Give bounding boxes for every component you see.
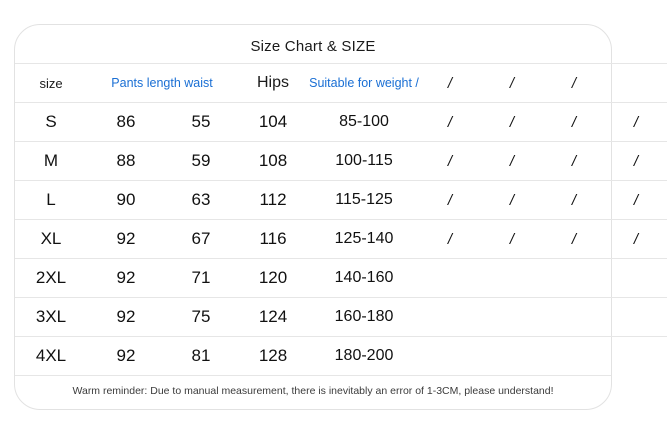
cell-size: 2XL [15, 259, 87, 298]
size-chart-card [14, 24, 639, 410]
cell-waist: 55 [165, 103, 237, 142]
cell-extra-4 [605, 259, 667, 298]
cell-pants-length: 92 [87, 337, 165, 376]
cell-extra-3: / [543, 181, 605, 220]
column-header-slash-1: / [419, 64, 481, 103]
table-row [15, 142, 667, 181]
cell-extra-3: / [543, 220, 605, 259]
cell-size: S [15, 103, 87, 142]
cell-hips: 116 [237, 220, 309, 259]
column-header-spacer [605, 64, 667, 103]
column-header-suitable-weight: Suitable for weight / [309, 64, 419, 103]
cell-extra-4 [605, 298, 667, 337]
cell-weight: 160-180 [309, 298, 419, 337]
cell-hips: 124 [237, 298, 309, 337]
cell-extra-4: / [605, 142, 667, 181]
cell-extra-4: / [605, 220, 667, 259]
cell-extra-2: / [481, 142, 543, 181]
size-chart-table [15, 63, 667, 375]
cell-extra-2: / [481, 220, 543, 259]
cell-extra-1: / [419, 142, 481, 181]
cell-waist: 71 [165, 259, 237, 298]
cell-pants-length: 90 [87, 181, 165, 220]
table-row [15, 337, 667, 376]
cell-extra-4 [605, 337, 667, 376]
cell-extra-4: / [605, 181, 667, 220]
cell-weight: 125-140 [309, 220, 419, 259]
column-header-hips: Hips [237, 64, 309, 103]
cell-hips: 108 [237, 142, 309, 181]
cell-extra-2 [481, 259, 543, 298]
cell-waist: 59 [165, 142, 237, 181]
cell-extra-1: / [419, 103, 481, 142]
column-header-slash-2: / [481, 64, 543, 103]
cell-extra-1 [419, 298, 481, 337]
column-header-size: size [15, 64, 87, 103]
table-header-row [15, 64, 667, 103]
cell-weight: 115-125 [309, 181, 419, 220]
cell-extra-1: / [419, 181, 481, 220]
cell-hips: 120 [237, 259, 309, 298]
cell-size: XL [15, 220, 87, 259]
cell-weight: 140-160 [309, 259, 419, 298]
page-title: Size Chart & SIZE [250, 38, 376, 55]
cell-pants-length: 86 [87, 103, 165, 142]
cell-size: L [15, 181, 87, 220]
column-header-pants-length-waist: Pants length waist [87, 64, 237, 103]
cell-size: 3XL [15, 298, 87, 337]
cell-extra-1 [419, 337, 481, 376]
cell-hips: 112 [237, 181, 309, 220]
cell-extra-1 [419, 259, 481, 298]
cell-pants-length: 92 [87, 259, 165, 298]
table-row [15, 220, 667, 259]
cell-extra-3 [543, 298, 605, 337]
footer-note: Warm reminder: Due to manual measurement, there is inevitably an error of 1-3CM, please understand! [15, 375, 611, 397]
cell-weight: 180-200 [309, 337, 419, 376]
table-row [15, 103, 667, 142]
cell-size: M [15, 142, 87, 181]
cell-weight: 85-100 [309, 103, 419, 142]
cell-waist: 75 [165, 298, 237, 337]
cell-pants-length: 92 [87, 298, 165, 337]
cell-pants-length: 92 [87, 220, 165, 259]
cell-extra-2: / [481, 181, 543, 220]
cell-waist: 81 [165, 337, 237, 376]
cell-size: 4XL [15, 337, 87, 376]
cell-extra-2 [481, 337, 543, 376]
table-row [15, 181, 667, 220]
cell-hips: 128 [237, 337, 309, 376]
cell-extra-3 [543, 337, 605, 376]
cell-extra-3: / [543, 142, 605, 181]
cell-extra-1: / [419, 220, 481, 259]
table-body [15, 103, 667, 376]
cell-waist: 63 [165, 181, 237, 220]
cell-extra-3: / [543, 103, 605, 142]
table-row [15, 259, 667, 298]
cell-hips: 104 [237, 103, 309, 142]
cell-pants-length: 88 [87, 142, 165, 181]
cell-extra-3 [543, 259, 605, 298]
cell-extra-2: / [481, 103, 543, 142]
cell-weight: 100-115 [309, 142, 419, 181]
column-header-slash-3: / [543, 64, 605, 103]
cell-extra-2 [481, 298, 543, 337]
cell-extra-4: / [605, 103, 667, 142]
table-header [15, 64, 667, 103]
table-row [15, 298, 667, 337]
cell-waist: 67 [165, 220, 237, 259]
